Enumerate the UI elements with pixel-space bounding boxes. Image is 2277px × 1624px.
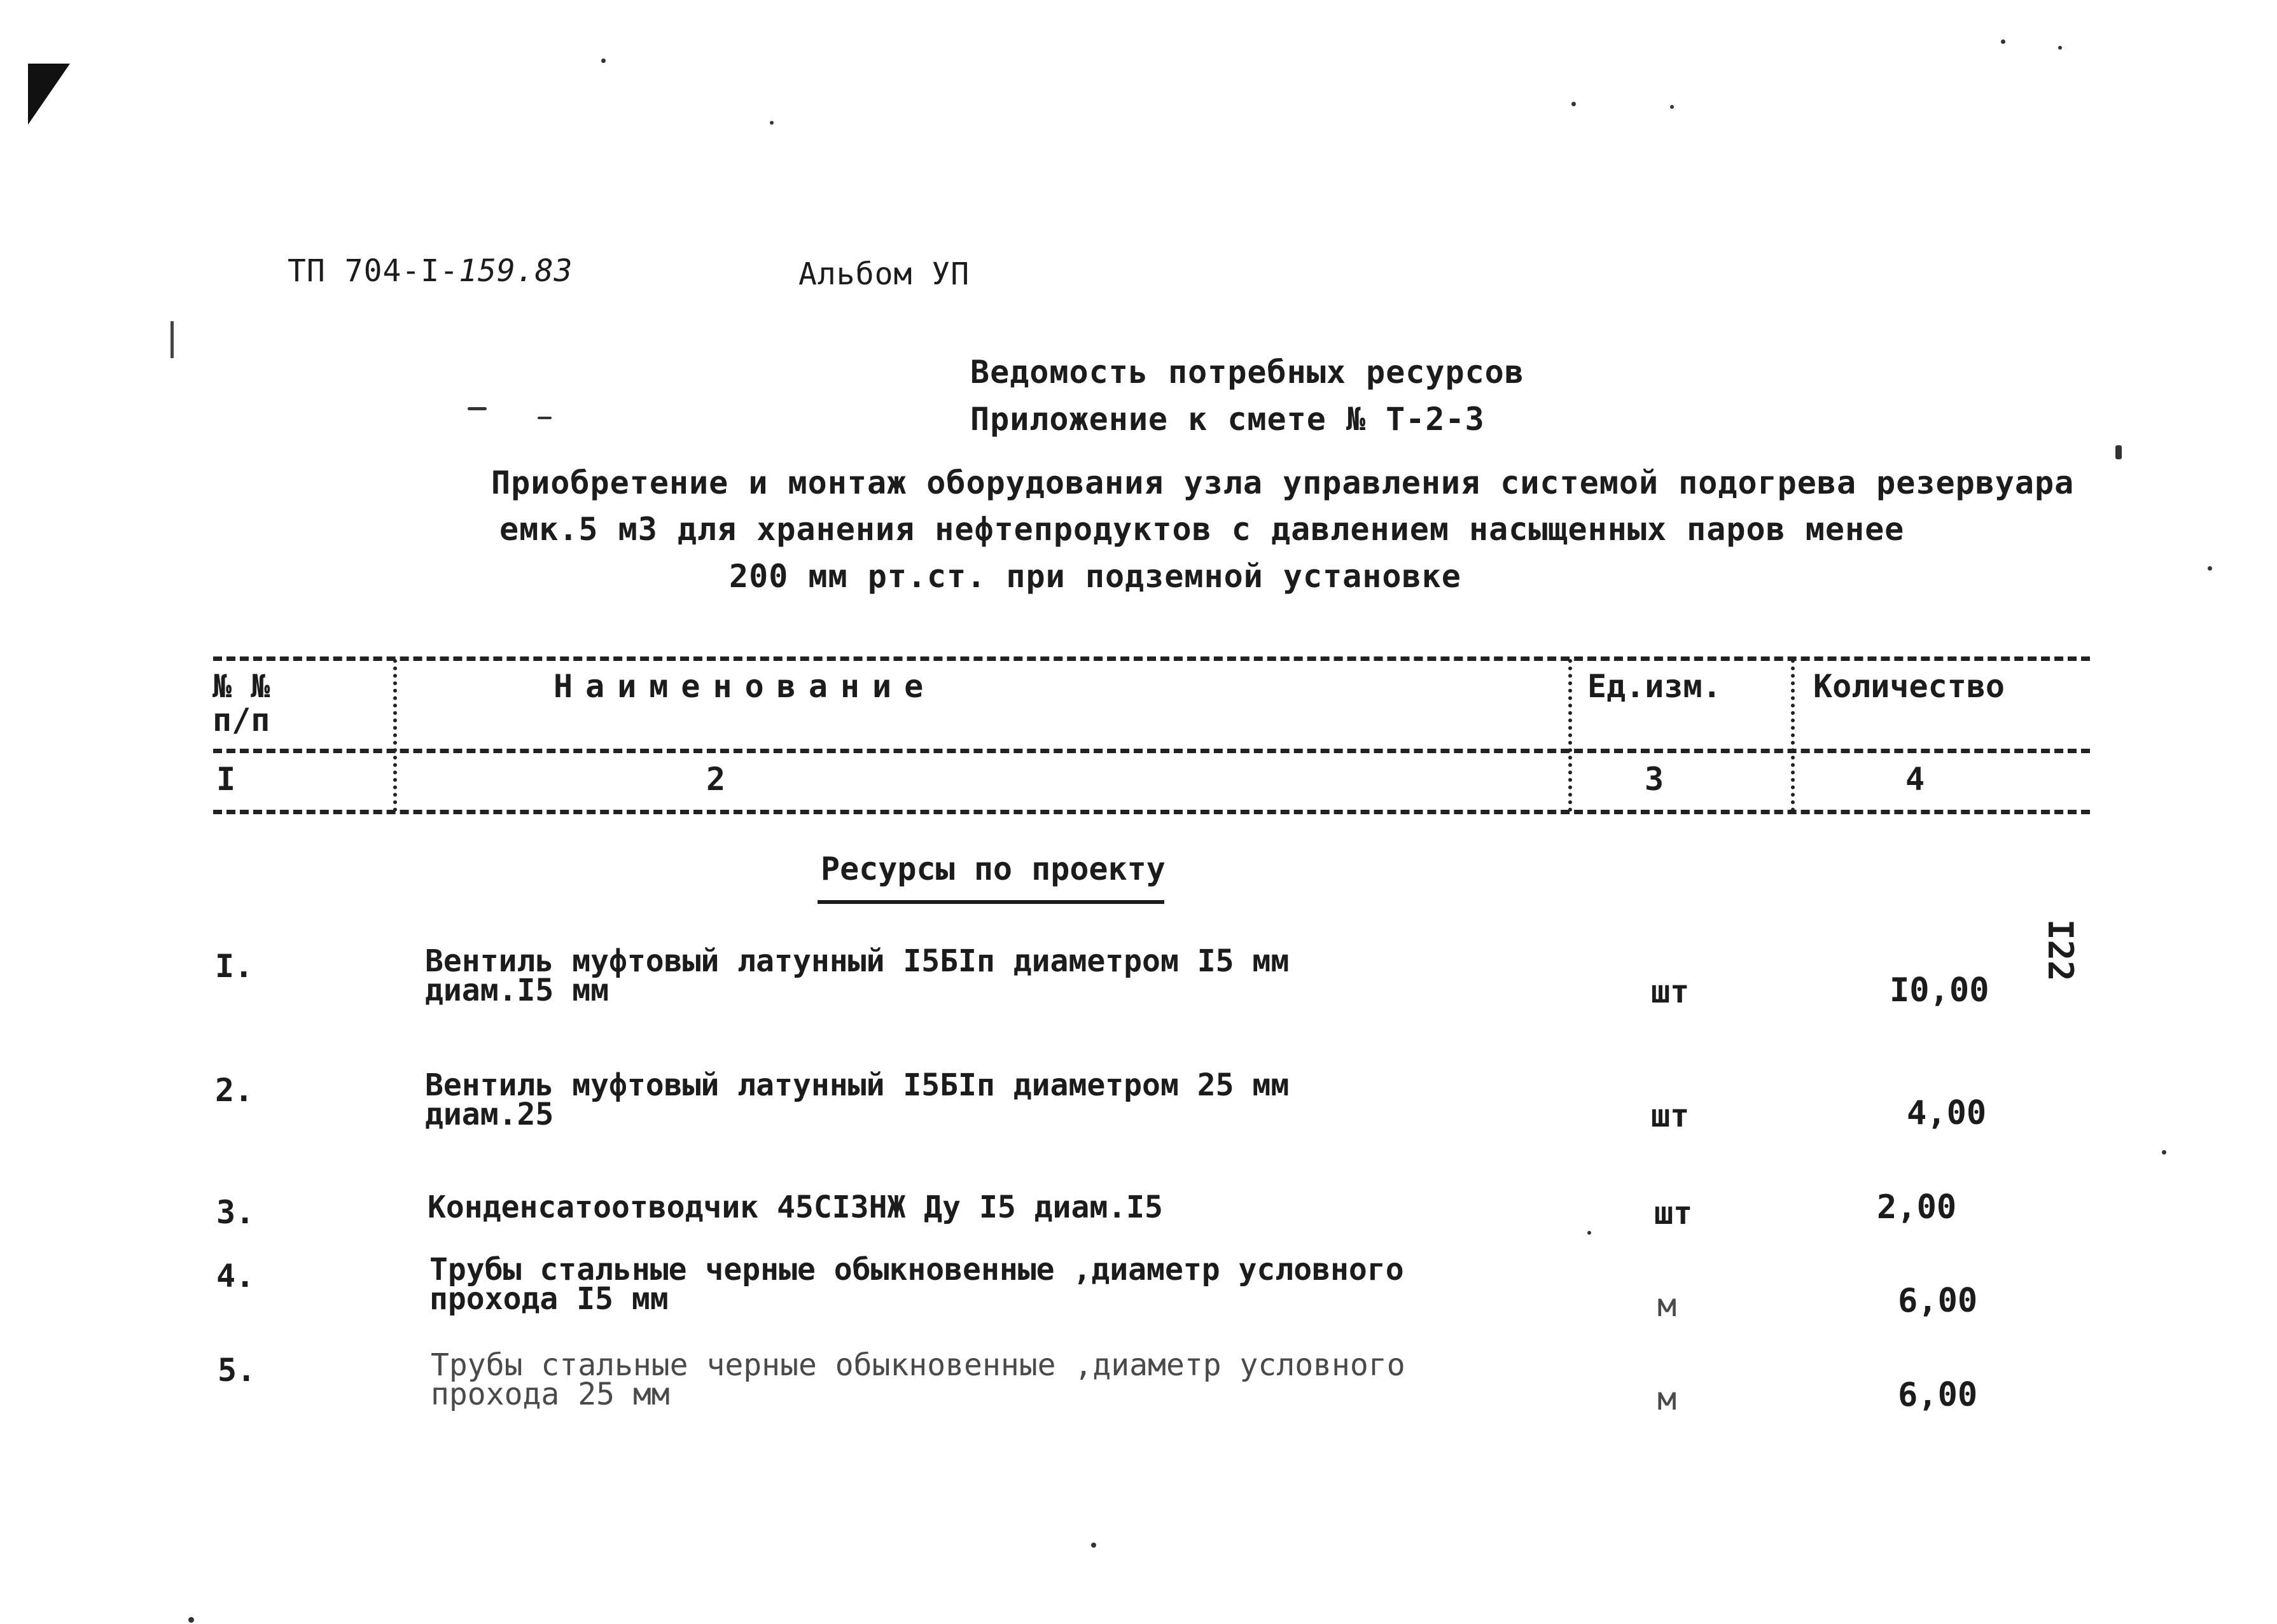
scan-speck bbox=[2115, 445, 2122, 459]
description-line-1: Приобретение и монтаж оборудования узла управления системой подогрева резервуара bbox=[491, 464, 2075, 501]
row-unit: шт bbox=[1651, 973, 1690, 1010]
row-unit: м bbox=[1657, 1380, 1677, 1417]
row-name-line-1: Трубы стальные черные обыкновенные ,диаметр условного bbox=[429, 1252, 1404, 1287]
row-name-line-2: прохода 25 мм bbox=[431, 1377, 670, 1412]
scan-speck bbox=[2058, 46, 2062, 50]
table-middle-rule bbox=[213, 749, 2090, 753]
column-header-quantity: Количество bbox=[1813, 668, 2005, 705]
row-number: 5. bbox=[218, 1352, 256, 1389]
row-name bbox=[428, 1190, 1163, 1225]
scan-speck bbox=[468, 407, 487, 410]
row-number: 3. bbox=[216, 1194, 255, 1231]
scan-speck bbox=[2001, 39, 2005, 44]
row-name bbox=[429, 1252, 1404, 1317]
document-code-handwritten: 159.83 bbox=[459, 253, 573, 289]
column-header-name: Наименование bbox=[554, 668, 937, 705]
row-name-line-2: прохода I5 мм bbox=[429, 1281, 669, 1317]
column-divider-3 bbox=[1791, 659, 1795, 812]
scan-speck bbox=[1587, 1231, 1591, 1235]
row-quantity: 6,00 bbox=[1898, 1376, 1978, 1414]
section-title-underline bbox=[818, 900, 1164, 904]
scan-speck bbox=[770, 121, 774, 125]
row-quantity: 2,00 bbox=[1877, 1188, 1957, 1226]
row-name-line-1: Вентиль муфтовый латунный I5БIп диаметром I5 мм bbox=[425, 943, 1290, 979]
column-divider-1 bbox=[393, 659, 397, 812]
row-number: 4. bbox=[216, 1258, 255, 1294]
page-number: I22 bbox=[2040, 919, 2080, 982]
row-name bbox=[425, 1067, 1290, 1132]
column-divider-2 bbox=[1568, 659, 1572, 812]
table-bottom-rule bbox=[213, 810, 2090, 814]
column-index-2: 2 bbox=[706, 761, 726, 798]
scan-speck bbox=[601, 59, 606, 63]
scan-speck bbox=[2208, 566, 2212, 571]
scan-speck bbox=[1091, 1543, 1096, 1548]
column-index-1: I bbox=[216, 761, 236, 798]
row-name-line-1: Вентиль муфтовый латунный I5БIп диаметром 25 мм bbox=[425, 1067, 1290, 1103]
appendix-title: Приложение к смете № Т-2-3 bbox=[970, 401, 1485, 438]
row-name-line-2: диам.25 bbox=[425, 1097, 554, 1132]
row-name-line-1: Трубы стальные черные обыкновенные ,диаметр условного bbox=[431, 1347, 1405, 1383]
row-number: 2. bbox=[215, 1072, 254, 1109]
table-top-rule bbox=[213, 656, 2090, 661]
scan-speck bbox=[1571, 102, 1576, 106]
row-quantity: 6,00 bbox=[1898, 1282, 1978, 1320]
margin-tick bbox=[171, 321, 174, 358]
column-header-number: № № bbox=[212, 668, 270, 705]
scan-speck bbox=[188, 1617, 194, 1623]
row-unit: шт bbox=[1651, 1097, 1690, 1134]
row-name-line-1: Конденсатоотводчик 45СI3НЖ Ду I5 диам.I5 bbox=[428, 1190, 1163, 1225]
row-unit: шт bbox=[1654, 1195, 1693, 1232]
row-name bbox=[431, 1347, 1405, 1412]
row-name-line-2: диам.I5 мм bbox=[425, 973, 609, 1008]
row-name bbox=[425, 943, 1290, 1008]
column-index-4: 4 bbox=[1905, 761, 1925, 798]
document-code bbox=[288, 253, 573, 289]
document-title: Ведомость потребных ресурсов bbox=[970, 354, 1524, 391]
row-number: I. bbox=[215, 948, 254, 985]
column-index-3: 3 bbox=[1645, 761, 1664, 798]
description-line-3: 200 мм рт.ст. при подземной установке bbox=[729, 558, 1461, 595]
row-unit: м bbox=[1657, 1287, 1677, 1324]
column-header-number-sub: п/п bbox=[212, 702, 270, 739]
section-title: Ресурсы по проекту bbox=[821, 850, 1166, 887]
column-header-unit: Ед.изм. bbox=[1587, 668, 1722, 705]
row-quantity: I0,00 bbox=[1890, 971, 1989, 1010]
description-line-2: емк.5 м3 для хранения нефтепродуктов с давлением насыщенных паров менее bbox=[499, 511, 1905, 548]
row-quantity: 4,00 bbox=[1907, 1094, 1987, 1132]
scan-speck bbox=[1670, 105, 1674, 109]
scan-speck bbox=[538, 417, 552, 419]
album-label: Альбом УП bbox=[798, 256, 970, 292]
scan-speck bbox=[2162, 1150, 2166, 1155]
corner-mark bbox=[28, 64, 70, 125]
document-code-printed: ТП 704-I- bbox=[288, 253, 459, 289]
